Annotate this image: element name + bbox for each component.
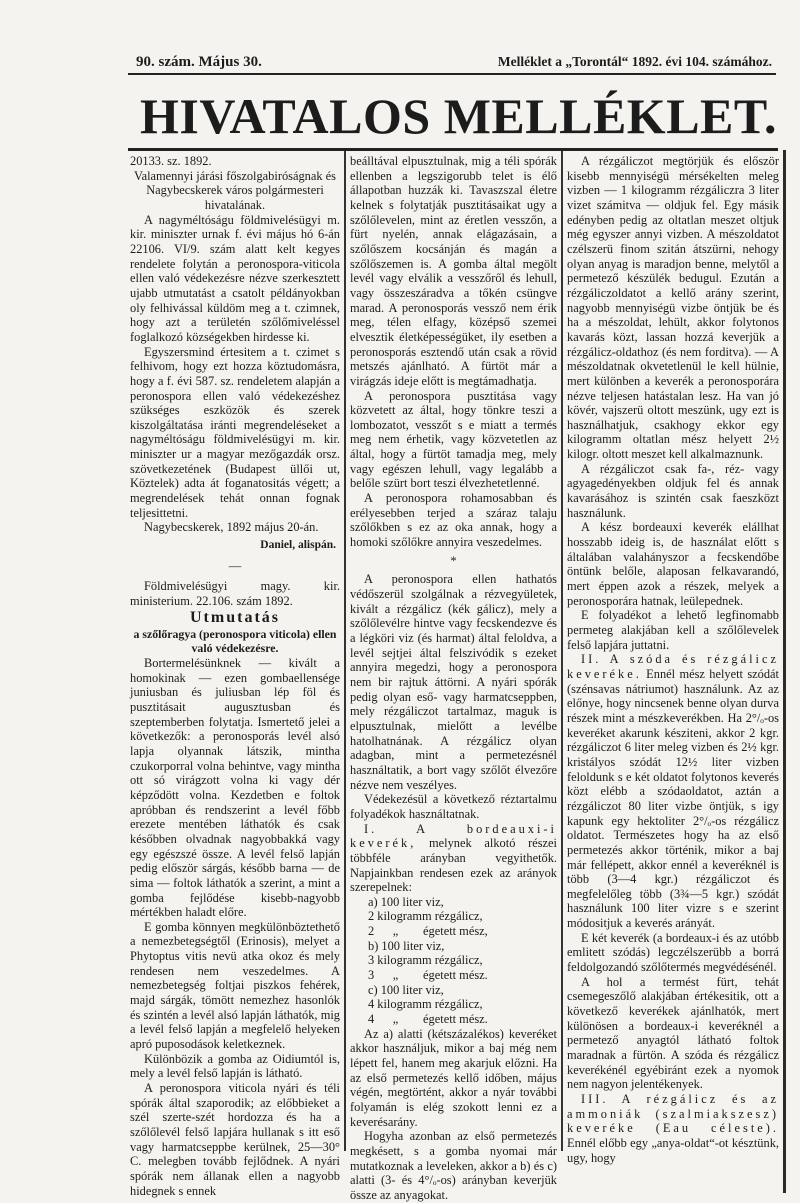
article-column-2	[350, 154, 557, 1203]
paragraph	[350, 491, 557, 550]
section-heading	[130, 609, 340, 627]
paragraph	[130, 520, 340, 535]
recipe-line	[350, 924, 557, 939]
paragraph-text: 4 „ égetett mész.	[368, 1012, 488, 1027]
paragraph-text: Nagybecskerek, 1892 május 20-án.	[144, 520, 319, 535]
paragraph	[567, 1092, 779, 1165]
paragraph-text: Valamennyi járási főszolgabiróságnak és Nagybecskerek város polgármesteri hivatalának.	[134, 168, 336, 212]
paragraph	[567, 520, 779, 608]
paragraph-text: Utmutatás	[190, 608, 280, 626]
paragraph	[350, 822, 557, 895]
column-divider	[344, 151, 346, 1151]
paragraph-text: Az a) alatti (kétszázalékos) keveréket akkor használjuk, mikor a baj még nem lépett fel, hanem meg akarjuk előzni. Ha az első permetezés kellő időben, május végén, megtörtént, akkor a nyár további folyamán is elég szokott lenni ez a keverésarány.	[350, 1026, 557, 1129]
paragraph-text: Védekezésül a következő réztartalmu folyadékok használtatnak.	[350, 792, 557, 821]
paragraph-text: b) 100 liter viz,	[368, 938, 445, 953]
paragraph	[567, 462, 779, 521]
paragraph-text: Hogyha azonban az első permetezés megkésett, s a gomba nyomai már mutatkoznak a leveleken, akkor a b) és c) alatti (3- és 4°/ₒ-os) arányban keverjük össze az anyagokat.	[350, 1129, 557, 1202]
paragraph-text: E folyadékot a lehető legfinomabb permeteg alakjában kell a szőlőlevelek felső lapjára juttatni.	[567, 608, 779, 652]
paragraph-text: a szőlőragya (peronospora viticola) ellen való védekezésre.	[133, 626, 337, 656]
paragraph-text: —	[228, 558, 242, 573]
paragraph-text: A peronospora rohamosabban és erélyesebben terjed a száraz talaju szőlőkben s ez az oka annak, hogy a homoki szőlőkre annyira veszedelmes.	[350, 491, 557, 550]
paragraph	[350, 792, 557, 821]
recipe-line	[350, 909, 557, 924]
running-header-issue: 90. szám. Május 30.	[136, 54, 262, 70]
paragraph-text: c) 100 liter viz,	[368, 982, 444, 997]
paragraph	[130, 579, 340, 608]
paragraph-text: a) 100 liter viz,	[368, 894, 444, 909]
paragraph-text: Különbözik a gomba az Oidiumtól is, mely a levél felső lapján is látható.	[130, 1051, 340, 1081]
paragraph-text: E két keverék (a bordeaux-i és az utóbb emlitett szódás) legczélszerübb a borrá feldolgozandó szőlőtermés megvédésénél.	[567, 930, 779, 975]
paragraph	[130, 169, 340, 213]
paragraph-text: A nagyméltóságu földmivelésügyi m. kir. miniszter urnak f. évi május hó 6-án 22106. VI/9. szám alatt kelt kegyes rendelete folytán a peronospora-viticola ellen való védekezésre nézve szerkesztett ujabb utmutatást a csatolt példányokban oly felhivással küldöm meg a t. czimnek, hogy azt a területén szőlőmiveléssel foglalkozó községekben hirdesse ki.	[130, 212, 340, 344]
paragraph-text: Bortermelésünknek — kivált a homokinak — ezen gombaellensége juniusban és juliusban lép föl és pusztitásait augusztusban és szeptemberben folytatja. Ismertető jelei a következők: a peronosporás levél alsó lapja olyannak látszik, mintha czukorporral volna behintve, vagy mintha ott só virágzott volna ki vagy dér képződött volna. Kezdetben e foltok apróbban és rendszerint a levél főbb erezete mentében láthatók és csak későbben olvadnak nagyobbakká vagy egy egészszé össze. A levél felső lapján pedig először sárgás, később barna — de sima — foltok láthatók a szerint, a mint a gomba fejlődése kisebb-nagyobb mértékben haladt előre.	[130, 656, 340, 920]
masthead-title: HIVATALOS MELLÉKLET.	[140, 88, 778, 144]
separator	[350, 554, 557, 569]
paragraph-text: Ennél mész helyett szódát (szénsavas nátriumot) használunk. Az az előnye, hogy nincsenek benne olyan durva részek mint a mészkeverékben. Ha 2°/ₒ-os keveréket akarunk késziteni, akkor 2 kgr. rézgáliczot 6 liter meleg vizben és 2½ kgr. kristályos szódát 12½ liter vizben feloldunk s e két oldatot folytonos keverés közt elébb a szódaoldatot, aztán a rézgáliczot 80 liter vizbe öntjük, s igy kapunk egy hektoliter 2°/ₒ-os rézgálicz oldatot. Természetes hogy ha az első permetezés akkor történik, mikor a baj már fellépett, akkor ennél a keveréknél is több (3—4 kgr.) rézgáliczot és megfelelőleg több (3¾—5 kgr.) szódát használunk 100 liter vizre s e szerint módositjuk a keverés arányát.	[567, 666, 779, 931]
recipe-line	[350, 939, 557, 954]
paragraph	[350, 154, 557, 389]
spaced-lead: II. A szóda és rézgálicz keveréke.	[567, 652, 779, 681]
paragraph-text: Ennél előbb egy „anya-oldat“-ot késztünk, ugy, hogy	[567, 1135, 779, 1165]
paragraph	[130, 1081, 340, 1198]
paragraph	[350, 389, 557, 492]
paragraph-text: A kész bordeauxi keverék elállhat hosszabb ideig is, de használat előtt s általában valahányszor a fecskendőbe öntünk belőle, alaposan felkavarandó, mert éppen azok a részek, melyek a peronosporára hatnak, leülepednek.	[567, 520, 779, 608]
recipe-line	[350, 953, 557, 968]
paragraph-text: beálltával elpusztulnak, mig a téli spórák ellenben a legszigorubb telet is élő állapotban huzzák ki. Tavaszszal életre kelnek s folytatják pusztitásaikat ugy a szőlőlevelen, mint az éretlen vesszőn, a fürt nyelén, annak elágazásain, a szőlőszem kocsánján és magán a szőlőszemen is. A gomba által megölt levél vagy elválik a vesszőről és lehull, vagy összeszáradva a tőkén csüngve marad. A peronosporás vessző nem érik meg, télen elfagy, középső szemei elvesztik életképességüket, ily esetben a peronosporás esztendő után csak a rövid metszés ajánlható. A fürtöt már a virágzás ideje előtt is megtámadhatja.	[350, 154, 557, 388]
paragraph-text: 2 kilogramm rézgálicz,	[368, 909, 483, 924]
paragraph-text: Daniel, alispán.	[260, 539, 336, 552]
separator	[130, 559, 340, 574]
paragraph-text: 3 „ égetett mész.	[368, 968, 488, 983]
paragraph-text: A peronospora ellen hathatós védőszerül szolgálnak a rézvegyületek, kivált a rézgálicz (kék gálicz), mely a szőlőlevélre hintve vagy fecskendezve és a légköri viz (és harmat) által feloldva, a levél sejtjei által felszivódik s ezeket annyira megedzi, hogy a peronospora nem bir rajtuk áttörni. A nyári spórák pedig olyan eső- vagy harmatcseppben, mely rézgáliczot tartalmaz, maguk is elpusztulnak, mielőtt a levélbe hatolhatnának. A rézgálicz olyan adagban, mint a permetezésnél használtatik, a bort vagy szőlőt élvezőre nézve nem veszélyes.	[350, 572, 557, 792]
paragraph-text: 3 kilogramm rézgálicz,	[368, 953, 483, 968]
recipe-line	[350, 895, 557, 910]
paragraph-text: Egyszersmind értesitem a t. czimet s felhivom, hogy ezt hozza köztudomásra, hogy a f. évi 587. sz. rendeletem alapján a peronospora ellen való védekezéshez szükséges eszközök és szerek kiszolgáltatása iránti megrendeléseket a nagyméltóságu földmivelésügyi m. kir. miniszter ur a magyar mezőgazdák orsz. szövetkezetének (Budapest üllői ut, Köztelek) adta át foganatositás végett; a megrendelések tehát onnan fognak teljesittetni.	[130, 344, 340, 520]
header-rule	[128, 73, 776, 75]
paragraph-text: *	[450, 553, 457, 568]
paragraph	[130, 1052, 340, 1081]
spaced-lead: III. A rézgálicz és az ammoniák (szalmiakszesz) keveréke (Eau céleste).	[567, 1092, 779, 1136]
page-edge	[783, 150, 786, 1193]
paragraph-text: A peronospora viticola nyári és téli spórák által szaporodik; az előbbieket a szél szerte-szét hordozza és ha a szőlőlevél felső lapjára hullanak s itt eső vagy harmatcseppbe kerülnek, 25—30° C. melegben tovább fejlődnek. A nyári spórák nem állanak ellen a nagyobb hidegnek s ennek	[130, 1081, 340, 1198]
paragraph	[130, 345, 340, 521]
paragraph-text: A peronospora pusztitása vagy közvetett az által, hogy tönkre teszi a lombozatot, vesszőt s e miatt a termés meg nem érhetik, vagy közvetetlen az által, hogy a fürtöt tamadja meg, mely vagy egészen lehull, vagy legalább a belőle szürt bort teszi élvezhetetlenné.	[350, 388, 557, 491]
section-subheading	[130, 627, 340, 656]
signature	[130, 538, 336, 553]
recipe-line	[350, 1012, 557, 1027]
paragraph-text: A rézgáliczot megtörjük és először kisebb mennyiségü mérsékelten meleg vizben — 1 kilogramm rézgáliczra 3 liter vizet számitva — oldjuk fel. Egy másik edényben pedig az oltatlan meszet oltjuk még egyszer annyi vizben. A mészoldatot czélszerü finom szitán átszürni, nehogy olyan anyag is maradjon benne, melytől a permetező készülék bedugul. Ezután a rézgáliczoldatot a kellő arány szerint, nagyobb mennyiségü vizbe öntjük be és ha a mészoldat, lehült, akkor folytonos kavarás közt, lassan hozzá keverjük a rézgálicz-oldathoz (és nem forditva). — A mészoldatnak okvetetlenül le kell hülnie, mert különben a keverék a peronosporára nézve teljesen hatástalan lesz. Ha van jó kövér, vajszerü oltott meszünk, ugy ezt is használhatjuk, csakhogy ekkor egy kilogramm oltatlan mész helyett 2½ kilogr. oltott meszet kell alkalmaznunk.	[567, 154, 779, 462]
paragraph	[350, 1027, 557, 1130]
running-header-supplement: Melléklet a „Torontál“ 1892. évi 104. számához.	[497, 54, 772, 69]
paragraph	[567, 931, 779, 975]
paragraph-text: 4 kilogramm rézgálicz,	[368, 997, 483, 1012]
paragraph-text: A rézgáliczot csak fa-, réz- vagy agyagedényekben oldjuk fel és annak kavarásához is szintén csak faeszközt használunk.	[567, 461, 779, 520]
recipe-line	[350, 983, 557, 998]
paragraph	[350, 572, 557, 792]
recipe-line	[350, 968, 557, 983]
spaced-lead: I. A bordeauxi-i keverék,	[350, 821, 557, 851]
paragraph-text: E gomba könnyen megkülönböztethető a nemezbetegségtől (Erinosis), melyet a Phytoptus vitis nevü atka okoz és mely rendesen nem veszedelmes. A nemezbetegség foltjai piszkos fehérek, majd sárgák, tömött nemezhez hasonlók és szintén a levél alsó lapján láthatók, mig a levél felső lapján a megfelelő helyeken apró puposodások keletkeznek.	[130, 919, 340, 1052]
paragraph-text: A hol a termést fürt, tehát csemegeszőlő alakjában értékesitik, ott a következő keverékek ajánlhatók, mert különösen a bordeaux-i keveréknél a permetező anyagtól látható foltok maradnak a fürtön. A szóda és rézgálicz keverékénél egyébiránt ezek a nyomok nem nagyon jelentékenyek.	[567, 974, 779, 1092]
paragraph	[130, 920, 340, 1052]
article-column-1	[130, 154, 340, 1198]
column-divider	[561, 151, 563, 1151]
paragraph	[130, 213, 340, 345]
paragraph	[567, 975, 779, 1092]
paragraph	[567, 608, 779, 652]
paragraph	[130, 154, 340, 169]
paragraph-text: melynek alkotó részei többféle arányban vegyithetők. Napjainkban rendesen ezek az arányok szerepelnek:	[350, 836, 557, 895]
paragraph	[567, 652, 779, 930]
paragraph-text: 20133. sz. 1892.	[130, 154, 212, 168]
paragraph	[350, 1129, 557, 1202]
paragraph-text: Földmivelésügyi magy. kir. ministerium. 22.106. szám 1892.	[130, 579, 340, 609]
article-column-3	[567, 154, 779, 1165]
paragraph	[130, 656, 340, 920]
recipe-line	[350, 997, 557, 1012]
paragraph-text: 2 „ égetett mész,	[368, 924, 488, 939]
masthead-rule	[128, 148, 778, 151]
paragraph	[567, 154, 779, 462]
